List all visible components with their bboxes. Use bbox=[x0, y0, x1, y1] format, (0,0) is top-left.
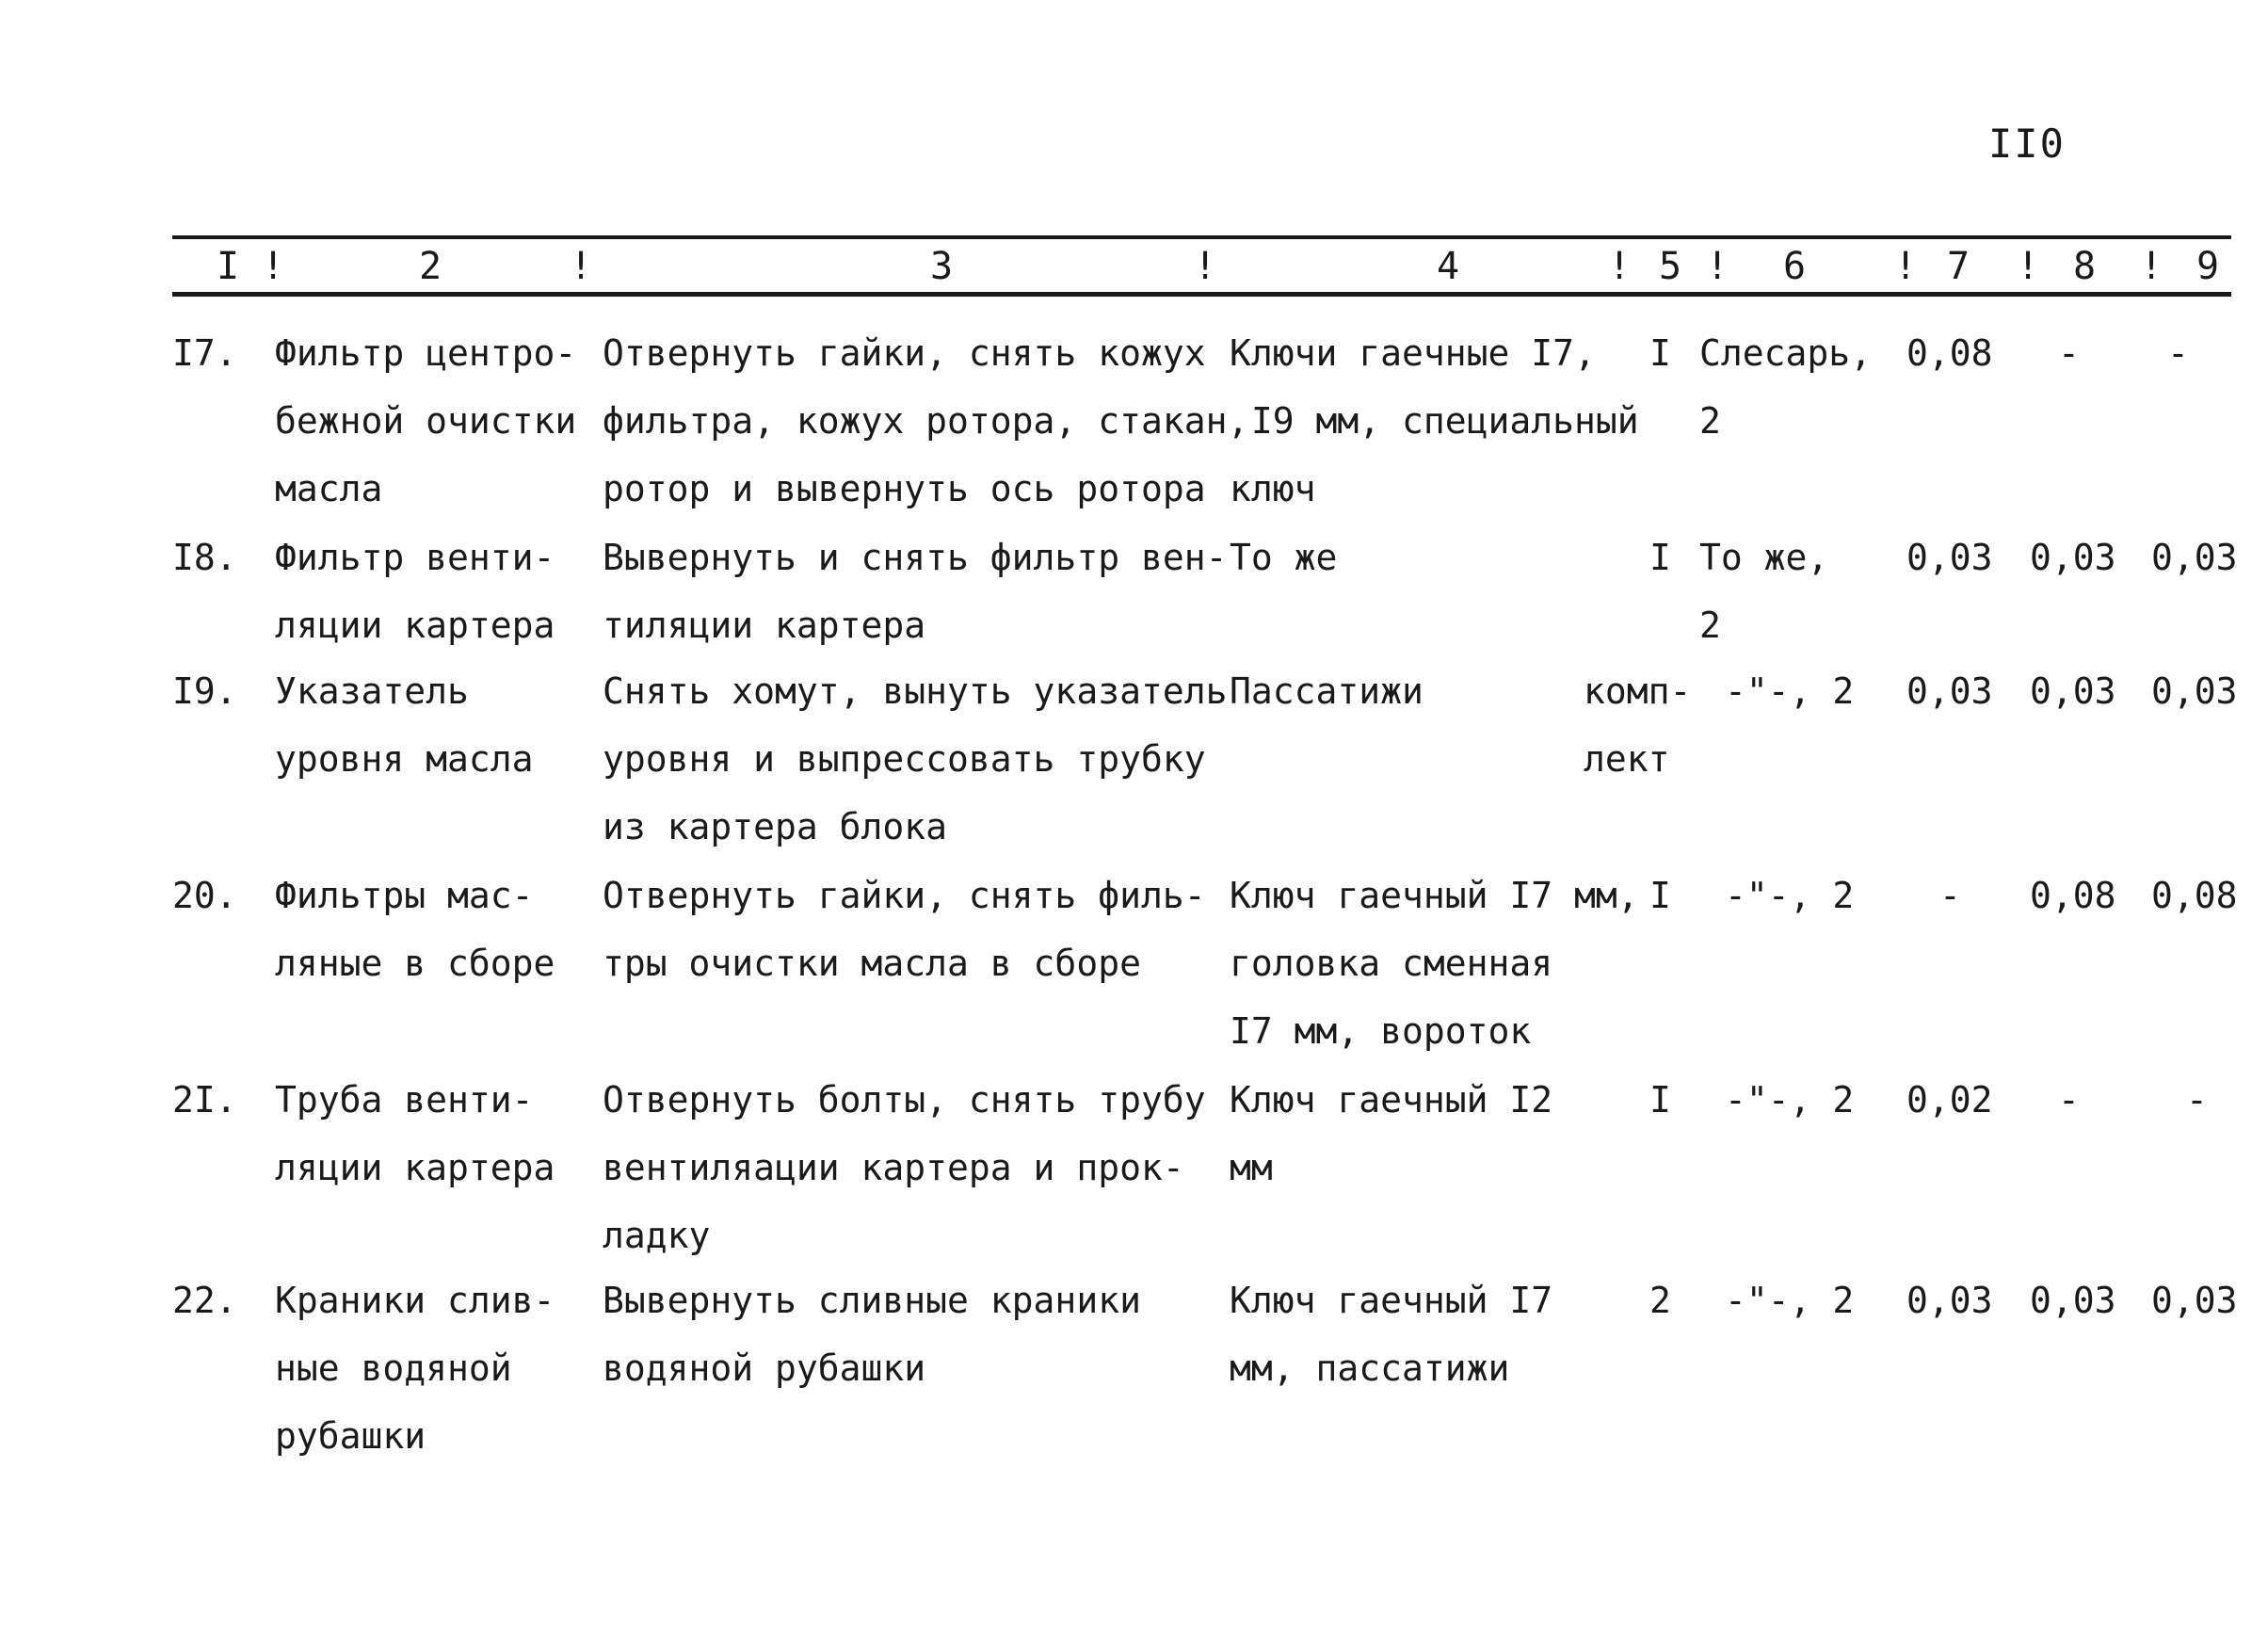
value-col-9: - bbox=[2167, 332, 2189, 374]
value-col-9: 0,08 bbox=[2151, 875, 2238, 916]
header-col-2: 2 bbox=[419, 245, 442, 288]
row-number: I8. bbox=[172, 537, 237, 578]
value-col-8: 0,08 bbox=[2030, 875, 2116, 916]
value-col-7: 0,03 bbox=[1906, 670, 1993, 712]
value-col-9: 0,03 bbox=[2151, 1280, 2238, 1321]
header-separator: ! bbox=[262, 245, 285, 288]
unit-name: Фильтр центро- бежной очистки масла bbox=[275, 332, 577, 509]
value-col-7: 0,02 bbox=[1906, 1079, 1993, 1121]
value-col-7: - bbox=[1939, 875, 1961, 916]
unit-name: Краники слив- ные водяной рубашки bbox=[275, 1280, 555, 1457]
header-col-7: 7 bbox=[1947, 245, 1970, 288]
value-col-9: 0,03 bbox=[2151, 670, 2238, 712]
value-col-8: - bbox=[2058, 332, 2080, 374]
header-separator: ! bbox=[2017, 245, 2040, 288]
value-col-8: 0,03 bbox=[2030, 670, 2116, 712]
operation-text: Отвернуть гайки, снять кожух фильтра, кожух ротора, стакан, ротор и вывернуть ось ротора bbox=[603, 332, 1249, 509]
page-number: II0 bbox=[1988, 121, 2066, 167]
row-number: 22. bbox=[172, 1280, 237, 1321]
header-separator: ! bbox=[570, 245, 593, 288]
value-col-7: 0,08 bbox=[1906, 332, 1993, 374]
value-col-8: 0,03 bbox=[2030, 537, 2116, 578]
table-header-top-rule bbox=[172, 235, 2231, 239]
unit-name: Указатель уровня масла bbox=[275, 670, 534, 780]
header-col-1: I bbox=[217, 245, 240, 288]
row-number: I7. bbox=[172, 332, 237, 374]
tools-text: Ключи гаечные I7, I9 мм, специальный ключ bbox=[1230, 332, 1639, 509]
unit-name: Фильтры мас- ляные в сборе bbox=[275, 875, 555, 984]
quantity: комп- лект bbox=[1584, 670, 1692, 780]
quantity: I bbox=[1649, 875, 1671, 916]
header-col-5: 5 bbox=[1659, 245, 1682, 288]
header-col-8: 8 bbox=[2073, 245, 2097, 288]
quantity: I bbox=[1649, 537, 1671, 578]
header-col-9: 9 bbox=[2196, 245, 2220, 288]
header-col-4: 4 bbox=[1437, 245, 1460, 288]
value-col-7: 0,03 bbox=[1906, 1280, 1993, 1321]
header-separator: ! bbox=[1608, 245, 1632, 288]
worker: -"-, 2 bbox=[1725, 670, 1855, 712]
value-col-8: 0,03 bbox=[2030, 1280, 2116, 1321]
header-separator: ! bbox=[1194, 245, 1217, 288]
unit-name: Труба венти- ляции картера bbox=[275, 1079, 555, 1188]
header-col-3: 3 bbox=[930, 245, 954, 288]
operation-text: Вывернуть сливные краники водяной рубашки bbox=[603, 1280, 1141, 1389]
row-number: I9. bbox=[172, 670, 237, 712]
operation-text: Отвернуть болты, снять трубу вентиляации картера и прок- ладку bbox=[603, 1079, 1206, 1256]
value-col-8: - bbox=[2058, 1079, 2080, 1121]
table-header-bottom-rule bbox=[172, 292, 2231, 297]
tools-text: Пассатижи bbox=[1230, 670, 1424, 712]
operation-text: Отвернуть гайки, снять филь- тры очистки масла в сборе bbox=[603, 875, 1206, 984]
quantity: I bbox=[1649, 1079, 1671, 1121]
value-col-7: 0,03 bbox=[1906, 537, 1993, 578]
worker: То же, 2 bbox=[1699, 537, 1829, 646]
worker: -"-, 2 bbox=[1725, 875, 1855, 916]
tools-text: То же bbox=[1230, 537, 1338, 578]
header-separator: ! bbox=[1706, 245, 1729, 288]
tools-text: Ключ гаечный I7 мм, пассатижи bbox=[1230, 1280, 1553, 1389]
value-col-9: 0,03 bbox=[2151, 537, 2238, 578]
worker: -"-, 2 bbox=[1725, 1079, 1855, 1121]
quantity: 2 bbox=[1649, 1280, 1671, 1321]
header-col-6: 6 bbox=[1783, 245, 1807, 288]
operation-text: Вывернуть и снять фильтр вен- тиляции картера bbox=[603, 537, 1228, 646]
unit-name: Фильтр венти- ляции картера bbox=[275, 537, 555, 646]
quantity: I bbox=[1649, 332, 1671, 374]
row-number: 2I. bbox=[172, 1079, 237, 1121]
header-separator: ! bbox=[1894, 245, 1918, 288]
worker: Слесарь, 2 bbox=[1699, 332, 1873, 442]
tools-text: Ключ гаечный I7 мм, головка сменная I7 мм, вороток bbox=[1230, 875, 1639, 1052]
row-number: 20. bbox=[172, 875, 237, 916]
value-col-9: - bbox=[2186, 1079, 2208, 1121]
header-separator: ! bbox=[2140, 245, 2163, 288]
tools-text: Ключ гаечный I2 мм bbox=[1230, 1079, 1553, 1188]
operation-text: Снять хомут, вынуть указатель уровня и выпрессовать трубку из картера блока bbox=[603, 670, 1228, 847]
worker: -"-, 2 bbox=[1725, 1280, 1855, 1321]
